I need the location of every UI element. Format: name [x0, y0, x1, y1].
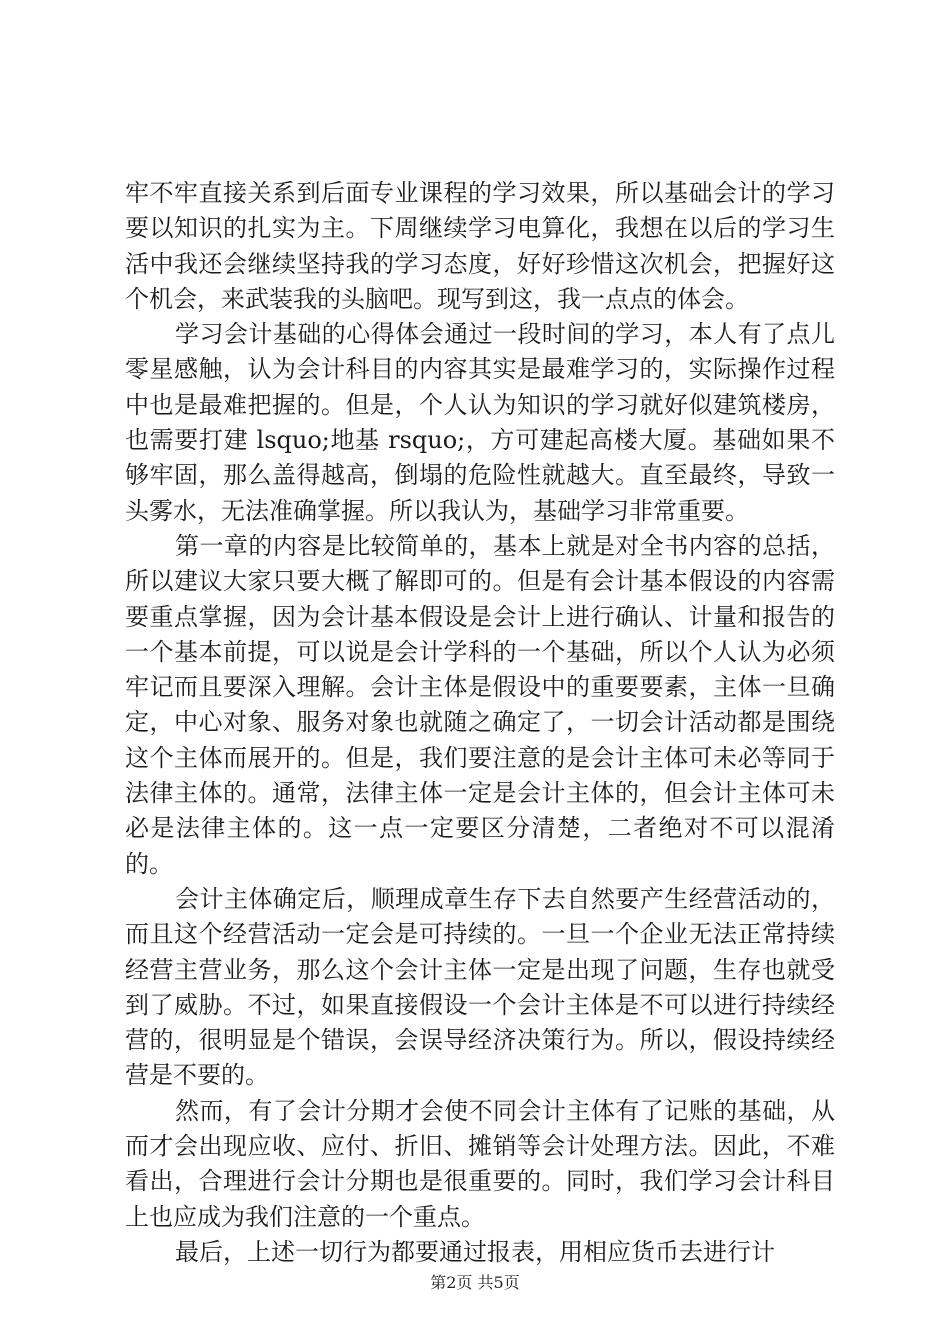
paragraph: 学习会计基础的心得体会通过一段时间的学习，本人有了点儿零星感触，认为会计科目的内容其实是最难学习的，实际操作过程中也是最难把握的。但是，个人认为知识的学习就好似建筑楼房，也需要打建 lsquo;地基 rsquo;，方可建起高楼大厦。基础如果不够牢固，那么盖得越高，倒塌的危险性就越大。直至最终，导致一头雾水，无法准确掌握。所以我认为，基础学习非常重要。 [125, 320, 835, 525]
paragraph: 然而，有了会计分期才会使不同会计主体有了记账的基础，从而才会出现应收、应付、折旧、摊销等会计处理方法。因此，不难看出，合理进行会计分期也是很重要的。同时，我们学习会计科目上也应成为我们注意的一个重点。 [125, 1096, 835, 1231]
paragraph: 会计主体确定后，顺理成章生存下去自然要产生经营活动的，而且这个经营活动一定会是可持续的。一旦一个企业无法正常持续经营主营业务，那么这个会计主体一定是出现了问题，生存也就受到了威胁。不过，如果直接假设一个会计主体是不可以进行持续经营的，很明显是个错误，会误导经济决策行为。所以，假设持续经营是不要的。 [125, 884, 835, 1090]
document-body [125, 176, 835, 1270]
paragraph: 最后，上述一切行为都要通过报表，用相应货币去进行计 [175, 1237, 775, 1266]
paragraph-continuation: 牢不牢直接关系到后面专业课程的学习效果，所以基础会计的学习要以知识的扎实为主。下周继续学习电算化，我想在以后的学习生活中我还会继续坚持我的学习态度，好好珍惜这次机会，把握好这个机会，来武装我的头脑吧。现写到这，我一点点的体会。 [125, 179, 835, 313]
paragraph: 第一章的内容是比较简单的，基本上就是对全书内容的总括，所以建议大家只要大概了解即可的。但是有会计基本假设的内容需要重点掌握，因为会计基本假设是会计上进行确认、计量和报告的一个基本前提，可以说是会计学科的一个基础，所以个人认为必须牢记而且要深入理解。会计主体是假设中的重要要素，主体一旦确定，中心对象、服务对象也就随之确定了，一切会计活动都是围绕这个主体而展开的。但是，我们要注意的是会计主体可未必等同于法律主体的。通常，法律主体一定是会计主体的，但会计主体可未必是法律主体的。这一点一定要区分清楚，二者绝对不可以混淆的。 [125, 531, 835, 878]
page-number-footer: 第2页 共5页 [430, 1273, 520, 1292]
